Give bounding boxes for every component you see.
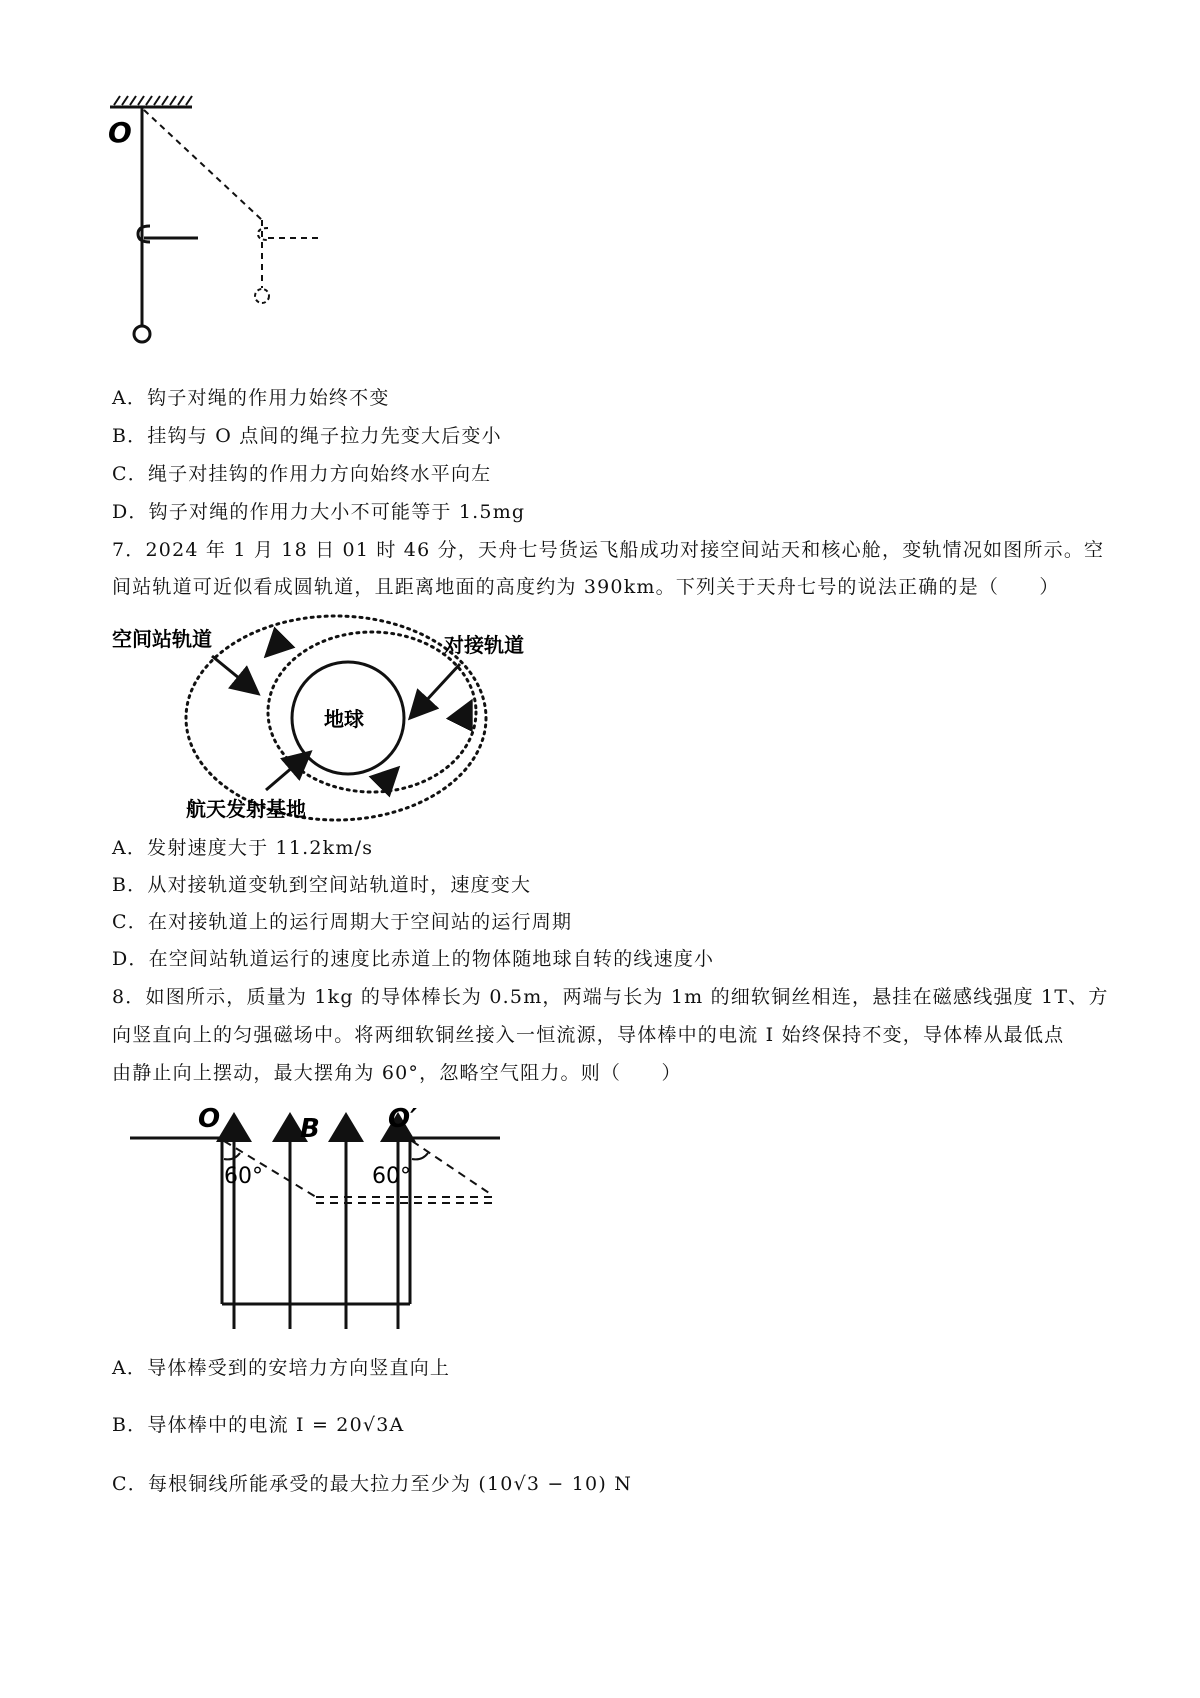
launch-base-label: 航天发射基地 [186,797,306,821]
q8-option-a: A．导体棒受到的安培力方向竖直向上 [112,1357,451,1379]
q7-stem-line-2: 间站轨道可近似看成圆轨道，且距离地面的高度约为 390km。下列关于天舟七号的说法正确的是（ ） [112,576,1060,598]
q7-option-a: A．发射速度大于 11.2km/s [112,837,374,859]
q8-angle-right-label: 60° [372,1164,411,1189]
q6-figure [100,92,340,362]
q8-stem-line-2: 向竖直向上的匀强磁场中。将两细软铜丝接入一恒流源，导体棒中的电流 I 始终保持不变，导体棒从最低点 [112,1024,1065,1046]
q6-option-d: D．钩子对绳的作用力大小不可能等于 1.5mg [112,501,526,523]
q7-stem-line-1: 7．2024 年 1 月 18 日 01 时 46 分，天舟七号货运飞船成功对接空间站天和核心舱，变轨情况如图所示。空 [112,539,1105,561]
q6-option-a: A．钩子对绳的作用力始终不变 [112,387,390,409]
earth-label: 地球 [324,707,364,731]
q8-stem-line-3: 由静止向上摆动，最大摆角为 60°，忽略空气阻力。则（ ） [112,1062,682,1084]
q8-angle-left-label: 60° [224,1164,263,1189]
q8-point-o-prime-label: O′ [388,1104,417,1134]
q8-stem-line-1: 8．如图所示，质量为 1kg 的导体棒长为 0.5m，两端与长为 1m 的细软铜丝相连，悬挂在磁感线强度 1T、方 [112,986,1109,1008]
docking-orbit-label: 对接轨道 [444,633,524,657]
q6-option-b: B．挂钩与 O 点间的绳子拉力先变大后变小 [112,425,502,447]
q7-option-c: C．在对接轨道上的运行周期大于空间站的运行周期 [112,911,573,933]
q8-point-o-label: O [198,1104,221,1134]
q6-option-c: C．绳子对挂钩的作用力方向始终水平向左 [112,463,492,485]
q6-point-o-label: O [108,116,132,149]
q8-option-b: B．导体棒中的电流 I = 20√3A [112,1414,405,1436]
q7-orbit-figure [110,620,540,820]
q7-option-b: B．从对接轨道变轨到空间站轨道时，速度变大 [112,874,532,896]
q8-option-c: C．每根铜线所能承受的最大拉力至少为 (10√3 − 10) N [112,1473,633,1495]
station-orbit-label: 空间站轨道 [112,627,212,651]
q8-field-b-label: B [300,1114,320,1144]
q8-magnetic-field-figure [120,1105,540,1335]
q7-option-d: D．在空间站轨道运行的速度比赤道上的物体随地球自转的线速度小 [112,948,715,970]
